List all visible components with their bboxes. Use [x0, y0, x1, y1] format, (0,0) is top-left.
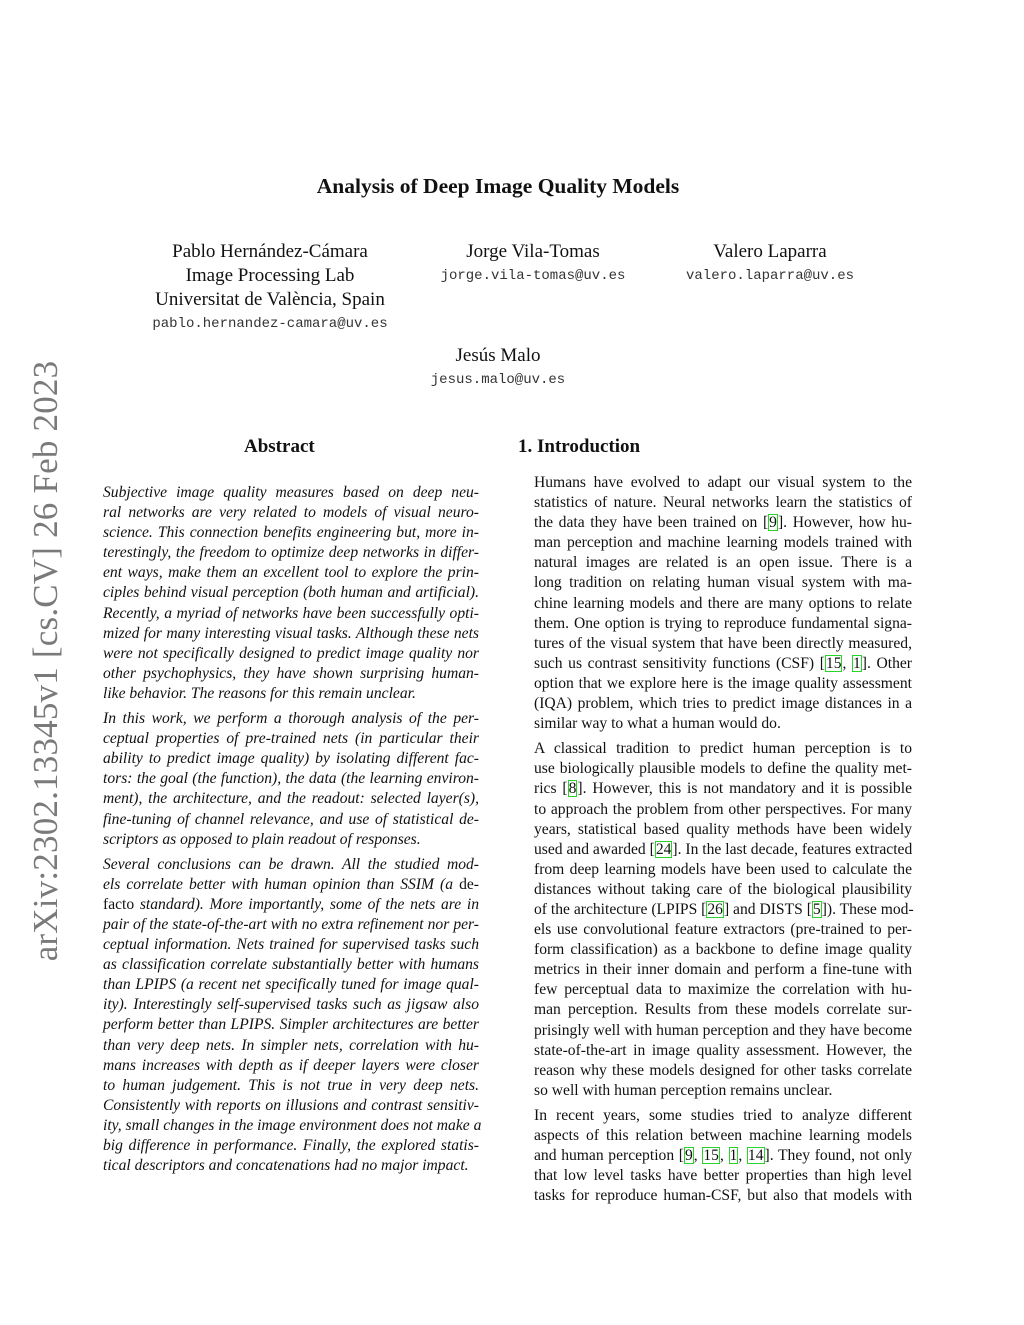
text-line: Recently, a myriad of networks have been successfully opti-: [103, 604, 479, 622]
text-line: terestingly, the freedom to optimize deep networks in differ-: [103, 544, 479, 562]
text-line: ceptual information. Nets trained for supervised tasks such: [103, 936, 479, 954]
citation-link[interactable]: 9: [685, 1147, 693, 1165]
introduction-heading: 1. Introduction: [518, 436, 641, 457]
text-line: [86, 875, 479, 895]
citation-link[interactable]: 8: [568, 780, 577, 798]
text-line: prisingly well with human perception and they have become: [534, 1021, 912, 1039]
citation-link[interactable]: 1: [729, 1147, 738, 1165]
text-line: [86, 895, 479, 915]
text-line: so well with human perception remains unclear.: [534, 1081, 833, 1099]
text-span: and human perception: [534, 1147, 679, 1165]
text-line: In this work, we perform a thorough analysis of the per-: [103, 710, 479, 728]
text-span: the data they have been trained on: [534, 514, 763, 532]
text-line: Consistently with reports on illusions and contrast sensitiv-: [103, 1096, 479, 1114]
text-line: ent ways, make them an excellent tool to explore the prin-: [103, 564, 479, 582]
introduction-body: [517, 473, 912, 1211]
text-span: facto: [103, 895, 135, 913]
text-span: . However, this is not mandatory and it is possible: [582, 780, 912, 798]
text-line: reason why these models designed for other tasks correlate: [534, 1061, 912, 1079]
text-line: Several conclusions can be drawn. All the studied mod-: [103, 855, 479, 873]
abstract-paragraph-1: [86, 483, 479, 704]
text-line: like behavior. The reasons for this remain unclear.: [103, 684, 416, 702]
text-line: tors: the goal (the function), the data (the learning environ-: [103, 770, 479, 788]
text-line: as classification correlate substantially better with humans: [103, 956, 479, 974]
text-line: Humans have evolved to adapt our visual system to the: [534, 474, 912, 491]
text-span: . In the last decade, features extracted: [677, 840, 913, 858]
author-email: jesus.malo@uv.es: [430, 372, 566, 388]
text-span: standard). More importantly, some of the nets are in: [139, 895, 479, 913]
text-span: . However, how hu-: [783, 514, 912, 532]
text-line: chine learning models and there are many options to relate: [534, 594, 912, 612]
author-affiliation: Image Processing Lab: [185, 265, 355, 286]
text-line: to approach the problem from other perspectives. For many: [534, 800, 912, 818]
text-line: them. One option is trying to reproduce fundamental signa-: [534, 614, 912, 632]
paper-title: Analysis of Deep Image Quality Models: [316, 174, 680, 198]
intro-paragraph-3: [517, 1106, 912, 1206]
text-line: use biologically plausible models to define the quality met-: [534, 760, 912, 778]
text-line: scriptors as opposed to plain readout of responses.: [103, 830, 421, 848]
abstract-paragraph-3: [86, 855, 482, 1177]
text-line: of the architecture (LPIPS [26] and DISTS [5]). These mod-: [534, 900, 914, 918]
text-line: natural images are related is an open issue. There is a: [534, 554, 912, 572]
abstract-paragraph-2: [86, 709, 479, 850]
text-line: pair of the state-of-the-art with no extra refinement nor per-: [103, 915, 479, 933]
text-line: ment), the architecture, and the readout: selected layer(s),: [103, 790, 479, 808]
citation-link[interactable]: 14: [747, 1147, 764, 1165]
text-line: than very deep nets. In simpler nets, correlation with hu-: [103, 1036, 479, 1054]
text-line: ral networks are very related to models of visual neuro-: [103, 504, 479, 522]
citation-link[interactable]: 15: [825, 654, 842, 672]
text-line: than LPIPS (a recent net specifically tuned for image qual-: [103, 976, 479, 994]
text-line: were not specifically designed to predict image quality nor: [103, 644, 479, 662]
intro-paragraph-2: [517, 739, 912, 1101]
text-line: aspects of this relation between machine learning models: [534, 1127, 912, 1144]
citation-link[interactable]: 15: [703, 1147, 719, 1165]
text-line: perform better than LPIPS. Simpler architectures are better: [103, 1016, 479, 1034]
citation-link[interactable]: 5: [812, 900, 821, 918]
arxiv-identifier: [18, 350, 74, 972]
text-line: ity, small changes in the image environment does not make a: [103, 1116, 482, 1134]
text-line: that low level tasks have better properties than high level: [534, 1167, 912, 1185]
text-span: of the architecture (LPIPS: [534, 900, 702, 918]
text-line: long tradition on relating human visual system with ma-: [534, 574, 912, 592]
text-span: rics: [534, 780, 563, 798]
text-line: similar way to what a human would do.: [534, 715, 781, 733]
intro-paragraph-1: [517, 473, 912, 734]
text-line: rics [8]. However, this is not mandatory and it is possible: [534, 780, 912, 798]
citation-link[interactable]: 9: [769, 514, 777, 532]
text-span: . Other: [866, 654, 912, 672]
text-span: els correlate better with human opinion than SSIM (a: [103, 875, 454, 893]
author-email: pablo.hernandez-camara@uv.es: [152, 316, 388, 332]
citation-link[interactable]: 26: [707, 900, 723, 918]
text-line: ity). Interestingly self-supervised tasks such as jigsaw also: [103, 996, 479, 1014]
text-line: science. This connection benefits engineering but, more in-: [103, 524, 479, 542]
text-line: Subjective image quality measures based on deep neu-: [103, 484, 479, 501]
text-line: few perceptual data to maximize the correlation with hu-: [534, 981, 912, 999]
text-line: form classification) as a backbone to define image quality: [534, 941, 912, 959]
text-line: used and awarded [24]. In the last decade, features extracted: [534, 840, 913, 858]
text-line: option that we explore here is the image quality assessment: [534, 674, 912, 692]
text-span: such us contrast sensitivity functions (CSF): [534, 654, 820, 672]
text-line: ability to predict image quality) by isolating different fac-: [103, 750, 479, 768]
text-line: mans increases with depth as if deeper layers were closer: [103, 1056, 479, 1074]
text-line: ciples behind visual perception (both human and artificial).: [103, 584, 479, 602]
text-line: mized for many interesting visual tasks. Although these nets: [103, 624, 479, 642]
author-email: jorge.vila-tomas@uv.es: [440, 268, 626, 284]
text-line: distances without taking care of the biological plausibility: [534, 880, 912, 898]
text-line: statistics of nature. Neural networks learn the statistics of: [534, 494, 912, 512]
author-block-4: [398, 344, 598, 392]
text-line: ceptual properties of pre-trained nets (in particular their: [103, 730, 479, 748]
text-line: fine-tuning of channel relevance, and use of statistical de-: [103, 810, 479, 828]
author-affiliation: Universitat de València, Spain: [155, 289, 385, 310]
abstract-heading: Abstract: [244, 436, 315, 457]
arxiv-id-text: arXiv:2302.13345v1 [cs.CV] 26 Feb 2023: [26, 360, 65, 962]
text-span: and DISTS: [729, 900, 807, 918]
author-block-1: [120, 240, 420, 336]
abstract-body: [86, 483, 482, 1181]
author-name: Pablo Hernández-Cámara: [172, 241, 368, 262]
author-email: valero.laparra@uv.es: [685, 268, 855, 284]
text-line: A classical tradition to predict human perception is to: [534, 740, 912, 758]
text-span: de-: [459, 875, 479, 893]
text-line: man perception. Results from these models correlate sur-: [534, 1001, 912, 1019]
text-line: In recent years, some studies tried to analyze different: [534, 1106, 912, 1124]
text-line: tasks for reproduce human-CSF, but also that models with: [534, 1187, 912, 1205]
text-span: used and awarded: [534, 840, 650, 858]
text-line: els use convolutional feature extractors (pre-trained to per-: [534, 921, 912, 939]
text-line: to human judgement. This is not true in very deep nets.: [103, 1076, 479, 1094]
text-line: from deep learning models have been used to calculate the: [534, 860, 912, 878]
text-line: (IQA) problem, which tries to predict image distances in a: [534, 695, 912, 713]
text-line: metrics in their inner domain and perform a fine-tune with: [534, 961, 912, 979]
text-line: tures of the visual system that have been directly measured,: [534, 634, 912, 652]
text-span: ). These mod-: [826, 900, 914, 918]
text-line: other psychophysics, they have shown surprising human-: [103, 664, 479, 682]
text-line: and human perception [9, 15, 1, 14]. They found, not only: [534, 1147, 913, 1165]
text-line: years, statistical based quality methods have been widely: [534, 820, 912, 838]
text-line: tical descriptors and concatenations had no major impact.: [103, 1157, 469, 1175]
text-line: state-of-the-art in image quality assessment. However, the: [534, 1041, 912, 1059]
text-line: the data they have been trained on [9]. However, how hu-: [534, 514, 912, 532]
citation-link[interactable]: 24: [655, 840, 672, 858]
author-block-2: [420, 240, 646, 288]
author-name: Jesús Malo: [455, 345, 541, 366]
author-name: Jorge Vila-Tomas: [466, 241, 600, 262]
text-span: . They found, not only: [769, 1147, 913, 1165]
text-line: big difference in performance. Finally, the explored statis-: [103, 1137, 479, 1154]
author-block-3: [660, 240, 880, 288]
text-line: such us contrast sensitivity functions (CSF) [15, 1]. Other: [534, 654, 912, 672]
text-line: man perception and machine learning models trained with: [534, 534, 912, 552]
citation-link[interactable]: 1: [852, 654, 861, 672]
author-name: Valero Laparra: [713, 241, 827, 262]
